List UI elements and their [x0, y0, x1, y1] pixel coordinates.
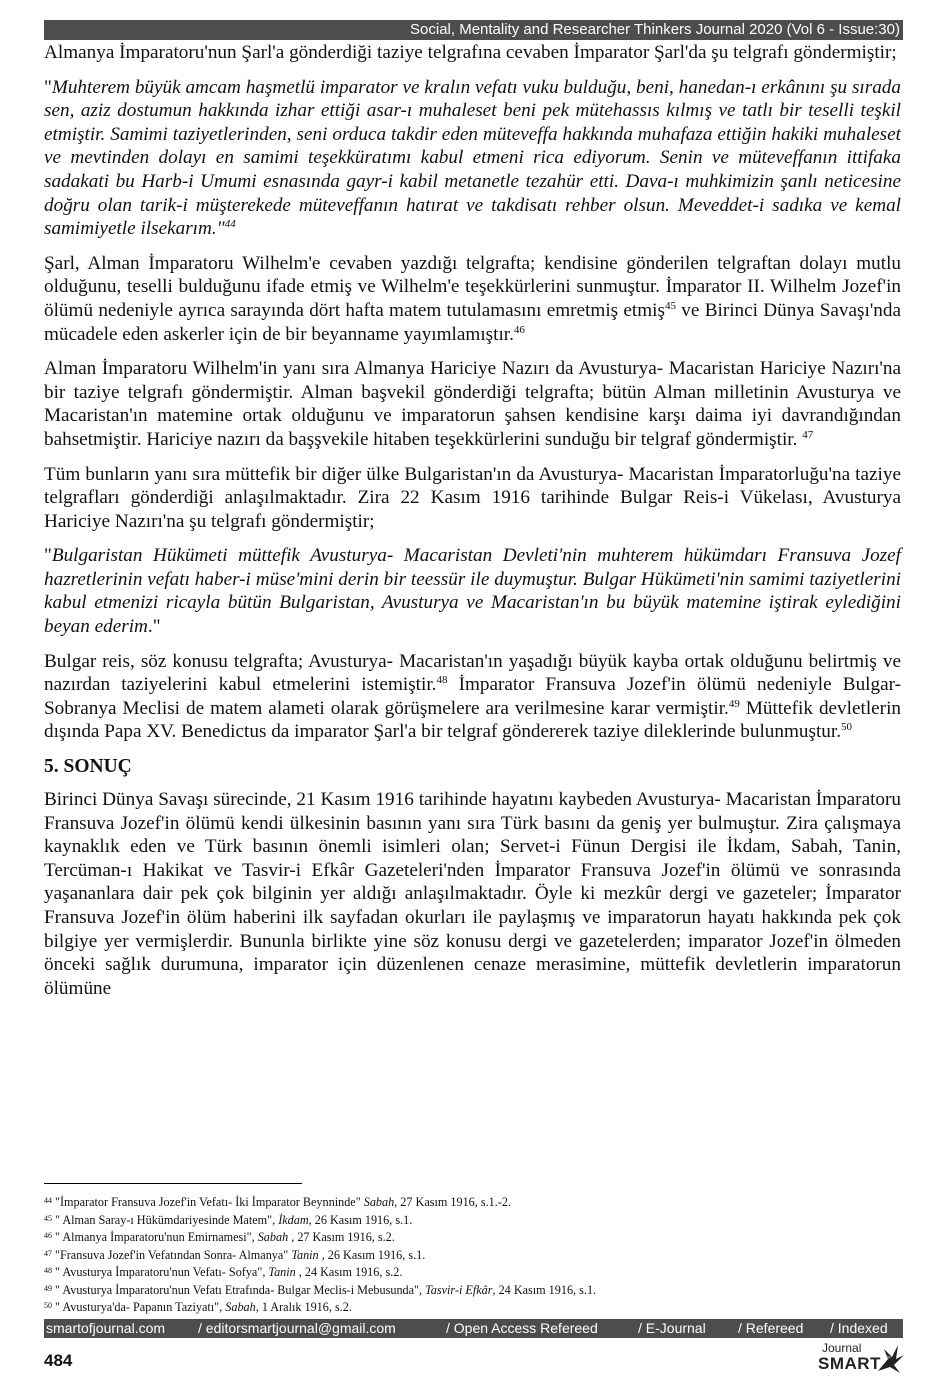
footnote-source: Sabah — [257, 1230, 289, 1244]
footnote-ref-46[interactable]: 46 — [513, 323, 525, 336]
footnote-ref-49[interactable]: 49 — [728, 697, 740, 710]
footer-refereed: / Refereed — [738, 1320, 804, 1336]
logo-smart-text: SMART — [818, 1354, 881, 1373]
footnote-source: Sabah — [225, 1300, 256, 1314]
footnote-ref-50[interactable]: 50 — [841, 721, 853, 734]
footnote-citation: , 24 Kasım 1916, s.2. — [295, 1265, 403, 1279]
footer-bar — [44, 1319, 903, 1338]
footnote-number: 48 — [44, 1266, 52, 1275]
footnote-number: 46 — [44, 1231, 52, 1240]
footnote-title: " Alman Saray-ı Hükümdariyesinde Matem", — [55, 1212, 279, 1227]
footnote-45 — [44, 1211, 901, 1229]
footnote-citation: , 1 Aralık 1916, s.2. — [255, 1300, 352, 1314]
footer-open-access: / Open Access Refereed — [446, 1320, 598, 1336]
footer-email-link[interactable]: / editorsmartjournal@gmail.com — [198, 1320, 396, 1336]
footnote-source: Tanin — [268, 1265, 296, 1279]
footnote-title: " Avusturya İmparatoru'nun Vefatı Etrafında- Bulgar Meclis-i Mebusunda", — [55, 1282, 426, 1297]
paragraph-intro: Almanya İmparatoru'nun Şarl'a gönderdiği taziye telgrafına cevaben İmparator Şarl'da şu telgrafı göndermiştir; — [44, 42, 897, 63]
footer-ejournal: / E-Journal — [638, 1320, 706, 1336]
footnote-49 — [44, 1281, 901, 1299]
footnote-title: " Avusturya'da- Papanın Taziyatı", — [55, 1300, 226, 1314]
footnote-number: 47 — [44, 1248, 52, 1258]
footnote-citation: , 26 Kasım 1916, s.1. — [318, 1247, 426, 1262]
section-heading-conclusion: 5. SONUÇ — [44, 756, 132, 778]
footer-site-link[interactable]: smartofjournal.com — [46, 1320, 166, 1336]
footnote-title: "İmparator Fransuva Jozef'in Vefatı- İki İmparator Beynninde" — [55, 1195, 364, 1209]
running-title: Social, Mentality and Researcher Thinkers Journal 2020 (Vol 6 - Issue:30) — [410, 21, 900, 38]
footnote-number: 50 — [44, 1301, 52, 1310]
footnote-ref-47[interactable]: 47 — [802, 428, 814, 441]
footnote-separator — [44, 1183, 302, 1184]
footnote-number: 45 — [44, 1213, 52, 1223]
footnote-46 — [44, 1228, 901, 1246]
footnote-title: " Avusturya İmparatoru'nun Vefatı- Sofya", — [55, 1265, 269, 1279]
footnote-citation: , 24 Kasım 1916, s.1. — [492, 1282, 597, 1297]
footnote-citation: , 27 Kasım 1916, s.2. — [288, 1230, 395, 1244]
quote-bulgarian-telegram: "Bulgaristan Hükümeti müttefik Avusturya- Macaristan Devleti'nin muhterem hükümdarı Fransuva Jozef hazretlerinin vefatı haber-i müse'mini derin bir teessür ile duymuştur. Bulgar Hükümeti'nin samimi taziyetlerini kabul etmenizi ricayla bütün Bulgaristan, Avusturya ve Macaristan'ın bu büyük matemine iştirak eylediğini beyan ederim." — [44, 545, 901, 638]
footnote-ref-45[interactable]: 45 — [664, 299, 676, 312]
footer-indexed: / Indexed — [830, 1320, 888, 1336]
journal-logo — [816, 1341, 908, 1377]
footnote-44 — [44, 1193, 901, 1211]
paragraph-sarl-reply: Şarl, Alman İmparatoru Wilhelm'e cevaben yazdığı telgrafta; kendisine gönderilen telgraftan dolayı mutlu olduğunu, teselli bulduğunu ifade etmiş ve Wilhelm'e teşekkürlerini sunmuştur. İmparator II. Wilhelm Jozef'in ölümü nedeniyle ayrıca sarayında dört hafta matem tutulamasını emretmiş etmiş$^{45}$ ve Birinci Dünya Savaşı'nda mücadele eden askerler için de bir beyanname yayımlamıştır.$^{46}$ — [44, 252, 901, 345]
paragraph-bulgarian-reis: Bulgar reis, söz konusu telgrafta; Avusturya- Macaristan'ın yaşadığı büyük kayba ortak olduğunu belirtmiş ve nazırdan taziyelerini kabul etmelerini istemiştir.$^{48}$ İmparator Fransuva Jozef'in ölümü nedeniyle Bulgar- Sobranya Meclisi de matem alameti olarak görüşmelere ara verilmesine karar vermiştir.$^{49}$ Müttefik devletlerin dışında Papa XV. Benedictus da imparator Şarl'a bir telgraf göndererek taziye dileklerinde bulunmuştur.$^{50}$ — [44, 650, 901, 743]
footnote-48 — [44, 1263, 901, 1281]
footnote-source: Sabah — [363, 1195, 395, 1209]
paragraph-german-foreign-minister: Alman İmparatoru Wilhelm'in yanı sıra Almanya Hariciye Nazırı da Avusturya- Macaristan Hariciye Nazırı'na bir taziye telgrafı göndermiştir. Alman başvekil gönderdiği telgrafta; bütün Alman milletinin Avusturya ve Macaristan'ın matemine ortak olduğunu ve imparatorun şahsen kendisine karşı daima iyi davrandığından bahsetmiştir. Hariciye nazırı da başşvekile hitaben teşekkürlerini sunduğu bir telgraf göndermiştir. $^{47}$ — [44, 358, 901, 450]
logo-journal-text: Journal — [822, 1341, 862, 1355]
footnote-ref-48[interactable]: 48 — [436, 674, 448, 687]
footnote-title: "Fransuva Jozef'in Vefatından Sonra- Almanya" — [55, 1247, 292, 1262]
footnotes — [44, 1193, 901, 1316]
page-number: 484 — [44, 1351, 73, 1370]
footnote-source: Tanin — [291, 1247, 319, 1262]
footnote-citation: , 26 Kasım 1916, s.1. — [308, 1212, 413, 1227]
article-body — [44, 41, 901, 1011]
footnote-title: " Almanya İmparatoru'nun Emirnamesi", — [55, 1230, 258, 1244]
footnote-source: Tasvir-i Efkâr — [425, 1282, 493, 1297]
footnote-number: 44 — [44, 1196, 52, 1205]
footnote-number: 49 — [44, 1283, 52, 1293]
quote-sarl-telegram: "Muhterem büyük amcam haşmetlü imparator ve kralın vefatı vuku bulduğu, beni, hanedan-ı erkânını şu sırada sen, aziz dostumun hakkında izhar ettiği asar-ı muhaleset beni pek mütehassıs kılmış ve tatlı bir teselli teşkil etmiştir. Samimi taziyetlerinden, seni orduca takdir eden müteveffa hakkında muhafaza ettiğin hakiki muhaleset ve mevtinden dolayı en samimi teşekküratımı kabul etmeni rica ediyorum. Senin ve müteveffanın ittifaka sadakati bu Harb-i Umumi esnasında gayr-i kabil metanetle tezahür etti. Dava-ı muhkimizin şanlı neticesine doğru olan tarik-i müşterekede müteveffanın hatırat ve takdisatı rehber olsun. Meveddet-i sadıka ve kemal samimiyetle ilsekarım."$^{44}$ — [44, 76, 901, 240]
bird-icon — [876, 1343, 906, 1375]
footnote-47 — [44, 1246, 901, 1264]
footnote-50 — [44, 1298, 901, 1316]
footnote-ref-44[interactable]: 44 — [224, 218, 236, 231]
running-header — [44, 20, 903, 40]
paragraph-conclusion: Birinci Dünya Savaşı sürecinde, 21 Kasım 1916 tarihinde hayatını kaybeden Avusturya- Macaristan İmparatoru Fransuva Jozef'in ölümü kendi ülkesinin basının yanı sıra Türk basını da geniş yer bulmuştur. Zira çalışmaya kaynaklık eden ve Türk basının önemli isimleri olan; Servet-i Fünun Dergisi ile İkdam, Sabah, Tanin, Tercüman-ı Hakikat ve Tasvir-i Efkâr Gazeteleri'nden İmparator Fransuva Jozef'in ölümü ve sonrasında yaşananlara dair pek çok bilginin yer aldığı anlaşılmaktadır. Öyle ki mezkûr dergi ve gazeteler; İmparator Fransuva Jozef'in ölüm haberini ilk sayfadan okurları ile paylaşmış ve imparatorun hayatı hakkında pek çok bilgiye yer vermişlerdir. Bununla birlikte yine söz konusu dergi ve gazetelerden; imparator Jozef'in ölmeden önceki sağlık durumuna, imparator için düzenlenen cenaze merasimine, müttefik devletlerin imparatorun ölümüne — [44, 789, 901, 999]
footnote-citation: , 27 Kasım 1916, s.1.-2. — [394, 1195, 511, 1209]
paragraph-bulgaria: Tüm bunların yanı sıra müttefik bir diğer ülke Bulgaristan'ın da Avusturya- Macaristan İmparatorluğu'na taziye telgrafları gönderdiği anlaşılmaktadır. Zira 22 Kasım 1916 tarihinde Bulgar Reis-i Vükelası, Avusturya Hariciye Nazırı'na şu telgrafı göndermiştir; — [44, 463, 901, 532]
footnote-source: İkdam — [278, 1212, 309, 1227]
